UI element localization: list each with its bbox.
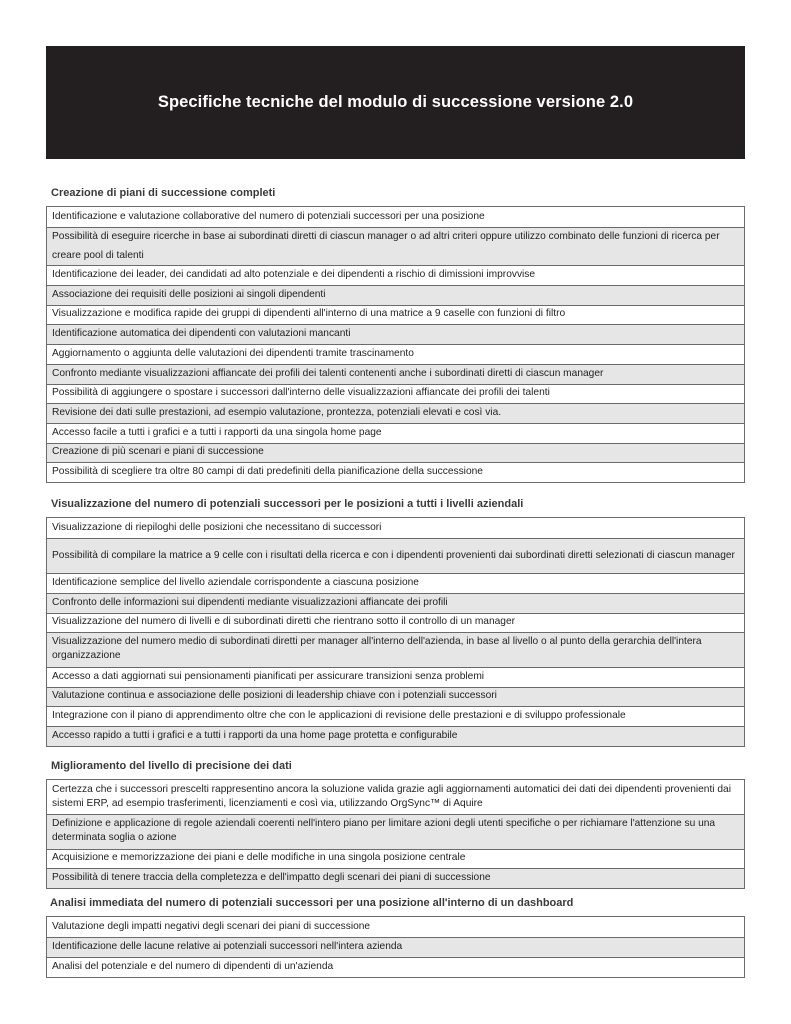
row-text: Creazione di più scenari e piani di successione <box>52 446 264 458</box>
section-data-accuracy <box>46 758 745 889</box>
feature-table <box>46 517 745 747</box>
row-text: Possibilità di scegliere tra oltre 80 campi di dati predefiniti della pianificazione della successione <box>52 466 483 477</box>
row-text: Visualizzazione di riepiloghi delle posizioni che necessitano di successori <box>52 521 382 533</box>
row-text: Possibilità di tenere traccia della completezza e dell'impatto degli scenari dei piani di successione <box>52 872 491 883</box>
title-banner <box>46 46 745 159</box>
section-succession-plans <box>46 185 745 483</box>
table-row <box>47 325 744 345</box>
table-row <box>47 424 744 444</box>
table-row <box>47 668 744 688</box>
table-row <box>47 869 744 889</box>
table-row <box>47 539 744 574</box>
table-row <box>47 958 744 978</box>
table-row <box>47 385 744 405</box>
table-row <box>47 463 744 483</box>
feature-table <box>46 206 745 483</box>
table-row <box>47 614 744 634</box>
table-row <box>47 707 744 727</box>
table-row <box>47 727 744 747</box>
row-text: Accesso facile a tutti i grafici e a tutti i rapporti da una singola home page <box>52 426 382 438</box>
row-text: Valutazione continua e associazione delle posizioni di leadership chiave con i potenziali successori <box>52 690 497 702</box>
row-text: Identificazione delle lacune relative ai potenziali successori nell'intera azienda <box>52 941 403 952</box>
section-heading: Analisi immediata del numero di potenziali successori per una posizione all'interno di un dashboard <box>50 897 574 909</box>
row-text: Confronto mediante visualizzazioni affiancate dei profili dei talenti contenenti anche i subordinati diretti di ciascun manager <box>52 367 604 379</box>
table-row <box>47 633 744 668</box>
table-row <box>47 815 744 850</box>
row-text: Accesso a dati aggiornati sui pensionamenti pianificati per assicurare transizioni senza problemi <box>52 670 485 682</box>
section-heading: Miglioramento del livello di precisione dei dati <box>51 760 292 772</box>
row-text: Identificazione semplice del livello aziendale corrispondente a ciascuna posizione <box>52 577 419 588</box>
feature-table <box>46 916 745 978</box>
table-row <box>47 780 744 815</box>
table-row <box>47 345 744 365</box>
row-text: Aggiornamento o aggiunta delle valutazioni dei dipendenti tramite trascinamento <box>52 347 414 359</box>
row-text: Identificazione automatica dei dipendenti con valutazioni mancanti <box>52 328 351 339</box>
row-text: Possibilità di aggiungere o spostare i successori dall'interno delle visualizzazioni affiancate dei profili dei talenti <box>52 387 550 399</box>
row-text: Visualizzazione e modifica rapide dei gruppi di dipendenti all'interno di una matrice a 9 caselle con funzioni di filtro <box>52 308 566 320</box>
row-text: Acquisizione e memorizzazione dei piani e delle modifiche in una singola posizione centrale <box>52 852 466 864</box>
row-text: Possibilità di eseguire ricerche in base ai subordinati diretti di ciascun manager o ad altri criteri oppure utilizzo combinato delle funzioni di ricerca per creare pool di talenti <box>52 231 720 261</box>
table-row <box>47 266 744 286</box>
table-row <box>47 938 744 958</box>
table-row <box>47 917 744 938</box>
section-heading: Visualizzazione del numero di potenziali successori per le posizioni a tutti i livelli aziendali <box>51 498 524 510</box>
row-text: Confronto delle informazioni sui dipendenti mediante visualizzazioni affiancate dei profili <box>52 596 448 608</box>
row-text: Certezza che i successori prescelti rappresentino ancora la soluzione valida grazie agli aggiornamenti automatici dei dati dei dipendenti provenienti dai sistemi ERP, ad esempio trasferimenti, licenziamenti e così via, utilizzando OrgSync™ di Aquire <box>52 783 731 809</box>
section-dashboard-analysis <box>46 895 745 978</box>
table-row <box>47 850 744 870</box>
row-text: Definizione e applicazione di regole aziendali coerenti nell'intero piano per limitare azioni degli utenti specifiche o per richiamare l'attenzione su una determinata soglia o azione <box>52 818 716 844</box>
table-row <box>47 444 744 464</box>
row-text: Identificazione dei leader, dei candidati ad alto potenziale e dei dipendenti a rischio di dimissioni improvvise <box>52 269 536 280</box>
table-row <box>47 286 744 306</box>
row-text: Associazione dei requisiti delle posizioni ai singoli dipendenti <box>52 288 326 300</box>
table-row <box>47 404 744 424</box>
row-text: Integrazione con il piano di apprendimento oltre che con le applicazioni di revisione delle prestazioni e di sviluppo professionale <box>52 710 626 721</box>
row-text: Analisi del potenziale e del numero di dipendenti di un'azienda <box>52 961 334 972</box>
row-text: Identificazione e valutazione collaborative del numero di potenziali successori per una posizione <box>52 210 485 222</box>
row-text: Valutazione degli impatti negativi degli scenari dei piani di successione <box>52 920 371 932</box>
section-successors-all-levels <box>46 496 745 747</box>
row-text: Revisione dei dati sulle prestazioni, ad esempio valutazione, prontezza, potenziali elevati e così via. <box>52 406 502 418</box>
table-row <box>47 574 744 594</box>
table-row <box>47 518 744 539</box>
row-text: Visualizzazione del numero medio di subordinati diretti per manager all'interno dell'azienda, in base al livello o al punto della gerarchia dell'intera organizzazione <box>52 636 702 662</box>
row-text: Visualizzazione del numero di livelli e di subordinati diretti che rientrano sotto il controllo di un manager <box>52 616 516 628</box>
table-row <box>47 688 744 708</box>
table-row <box>47 365 744 385</box>
table-row <box>47 207 744 228</box>
table-row <box>47 306 744 326</box>
section-heading: Creazione di piani di successione completi <box>51 187 276 199</box>
table-row <box>47 228 744 266</box>
row-text: Accesso rapido a tutti i grafici e a tutti i rapporti da una home page protetta e configurabile <box>52 729 458 741</box>
table-row <box>47 594 744 614</box>
feature-table <box>46 779 745 889</box>
page-title: Specifiche tecniche del modulo di successione versione 2.0 <box>157 93 634 111</box>
row-text: Possibilità di compilare la matrice a 9 celle con i risultati della ricerca e con i dipendenti provenienti dai subordinati diretti selezionati di ciascun manager <box>52 549 735 561</box>
